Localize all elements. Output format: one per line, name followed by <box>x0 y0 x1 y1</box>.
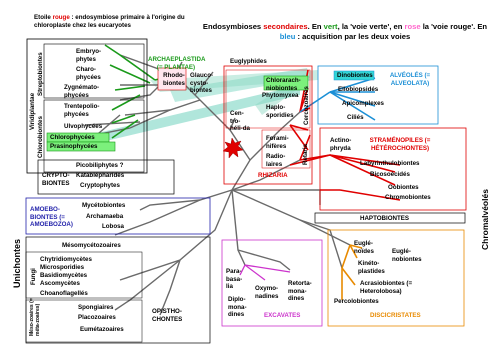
labyrinthulobiontes: Labyrinthulobiontes <box>360 160 420 167</box>
unichontes-label: Unichontes <box>12 238 22 288</box>
kinetoplastides: Kinéto-plastides <box>358 260 385 275</box>
ellobiopsides: Ellobiopsidés <box>338 86 379 93</box>
embryophytes: Embryo-phytes <box>76 48 102 63</box>
lobosa: Lobosa <box>102 223 125 230</box>
diplomonadines: Diplo-mona-dines <box>228 296 247 318</box>
acrasiobiontes: Acrasiobiontes (= Heterolobosa) <box>360 280 413 295</box>
dinobiontes: Dinobiontes <box>337 72 373 79</box>
parabasalia: Para-basa-lia <box>226 268 243 290</box>
charophycees: Charo-phycées <box>76 66 101 81</box>
oobiontes: Oobiontes <box>388 184 419 191</box>
fungi-label: Fungi <box>30 268 37 285</box>
bicosoecides: Bicosoécidés <box>370 171 410 178</box>
eumetazoaires: Eumétazoaires <box>80 326 124 333</box>
cilies: Ciliés <box>347 114 364 121</box>
picobiliphytes: Picobiliphytes ? <box>76 162 124 169</box>
chlorophycees: Chlorophycées <box>50 134 95 141</box>
red-star-endosymbiosis <box>223 138 243 158</box>
oxymonadines: Oxymo-nadines <box>255 285 279 300</box>
chromalveoles-label: Chromalvéolés <box>480 189 490 250</box>
chromobiontes: Chromobiontes <box>385 194 431 201</box>
chlorobiontes-label: Chlorobiontes <box>37 116 44 158</box>
microsporidies: Microsporidies <box>40 264 85 271</box>
placozoaires: Placozoaires <box>78 314 116 321</box>
rhodobiontes: Rhodo-biontes <box>162 72 185 87</box>
prasinophycees: Prasinophycées <box>50 143 98 150</box>
radiolaires: Radio-laires <box>266 153 286 168</box>
crypto-label: CRYPTO-BIONTES <box>42 172 70 187</box>
katablepharides: Katablépharides <box>76 172 125 179</box>
archamaeba: Archamaeba <box>86 213 124 220</box>
retaria-label: Retaria <box>302 144 309 165</box>
choanoflagelles: Choanoflagellés <box>40 290 88 297</box>
rhizaria-label: RHIZARIA <box>258 172 288 179</box>
cryptophytes: Cryptophytes <box>80 182 120 189</box>
mycetobiontes: Mycétobiontes <box>82 202 126 209</box>
archaeplastida-label: ARCHAEPLASTIDA (= PLANTAE) <box>148 56 206 71</box>
mesozoaires-label: Méso-zoaires (= méta-zoaires) <box>29 298 41 336</box>
chlorarachniobiontes: Chlorarach-niobiontes <box>266 77 301 92</box>
phytomyxea: Phytomyxea <box>262 92 299 99</box>
opistho-label: OPISTHO-CHONTES <box>152 308 183 323</box>
apicomplexes: Apicomplexes <box>342 100 384 107</box>
alveolata-label: ALVÉOLÉS (= ALVEOLATA) <box>389 72 431 87</box>
basidiomycetes: Basidiomycètes <box>40 272 88 279</box>
ulvophycees: Ulvophycées <box>64 123 103 130</box>
foraminiferes: Forami-nifères <box>266 135 289 150</box>
percolobiontes: Percolobiontes <box>334 298 379 305</box>
euglenobiontes: Euglé-nobiontes <box>392 248 422 263</box>
excavates-label: EXCAVATES <box>264 312 301 319</box>
star-legend-note: Etoile rouge : endosymbiose primaire à l'origine du chloroplaste chez les eucaryotes <box>34 14 185 29</box>
trentepoliophycees: Trentepolio-phycées <box>64 103 100 118</box>
euglenoides: Euglé-noïdes <box>354 240 374 255</box>
amoebo-label: AMOEBO-BIONTES (= AMOEBOZOA) <box>30 206 73 228</box>
stramenopiles-label: STRAMÉNOPILES (= HÉTÉROCHONTES) <box>369 137 431 152</box>
haplosporidies: Haplo-sporidies <box>266 104 294 119</box>
cercozoaires-label: Cercozoaires <box>303 86 310 125</box>
retortamonadines: Retorta-mona-dines <box>288 280 312 302</box>
viridiplantae-label: Viridiplantae <box>29 92 36 130</box>
ascomycetes: Ascomycètes <box>40 280 80 287</box>
haptobiontes-label: HAPTOBIONTES <box>360 215 410 222</box>
mesomycetozoaires: Mésomycétozoaires <box>62 242 121 249</box>
streptobiontes-label: Streptobiontes <box>37 52 44 96</box>
glaucocystobiontes: Glauco-cysto-biontes <box>190 72 214 94</box>
chytridiomycetes: Chytridiomycètes <box>40 256 92 263</box>
spongiaires: Spongiaires <box>78 304 114 311</box>
actinophryda: Actino-phryda <box>330 137 352 152</box>
centrohelidia: Cen-tro-héli-da <box>230 110 250 132</box>
euglyphides: Euglyphides <box>230 58 267 65</box>
page-title: Endosymbioses secondaires. En vert, la 'voie verte', en rose la 'voie rouge'. En bleu : acquisition par les deux voies <box>202 22 488 41</box>
discicristates-label: DISCICRISTATES <box>370 312 421 319</box>
zygnematophycees: Zygnémato-phycées <box>64 84 100 99</box>
